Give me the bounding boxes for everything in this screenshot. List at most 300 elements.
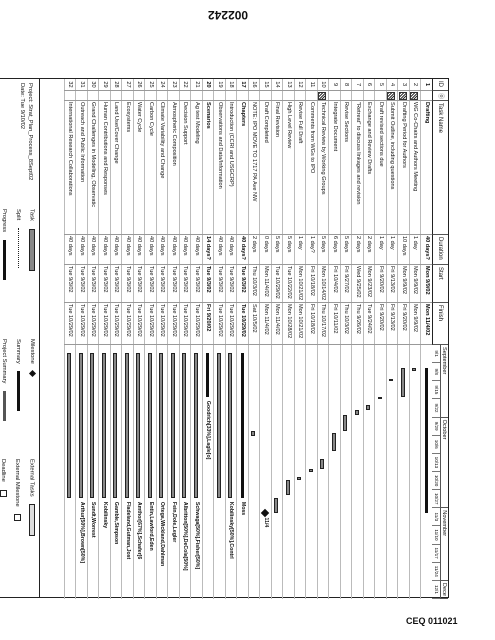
resource-label: Entin,Lawford,Eden [148, 501, 154, 551]
task-indicator [145, 91, 157, 101]
legend-progress-swatch [3, 240, 6, 280]
task-id: 18 [225, 79, 237, 91]
task-duration: 40 days? [237, 235, 249, 265]
task-name: Revise Full Draft [294, 101, 306, 235]
col-header-indicator: ⓪ [432, 91, 448, 101]
task-bar[interactable] [321, 459, 325, 469]
note-indicator-icon [399, 92, 407, 100]
task-name: Grand Challenges in Modeling, Observatic [87, 101, 99, 235]
task-id: 22 [179, 79, 191, 91]
resource-label: Arthur[50%],Brown[50%] [79, 501, 85, 564]
task-finish: Tue 10/29/02 [76, 303, 88, 345]
task-start: Tue 9/3/02 [168, 265, 180, 303]
task-indicator [248, 91, 260, 101]
task-bar[interactable] [102, 353, 106, 498]
task-finish: Fri 9/20/02 [398, 303, 410, 345]
task-start: Tue 10/29/02 [271, 265, 283, 303]
task-name: Draft revised sections due [375, 101, 387, 235]
task-finish: Mon 11/4/02 [260, 303, 272, 345]
note-indicator-icon [388, 92, 396, 100]
task-start: Fri 9/20/02 [375, 265, 387, 303]
task-id: 21 [191, 79, 203, 91]
task-bar[interactable] [125, 353, 129, 498]
task-bar[interactable] [413, 368, 417, 371]
task-name: "Retreat" to discuss linkages and revision [352, 101, 364, 235]
bates-stamp-top: 002242 [208, 8, 249, 22]
task-duration: 40 days [76, 235, 88, 265]
task-finish: Tue 10/29/02 [225, 303, 237, 345]
task-id: 3 [398, 79, 410, 91]
task-id: 32 [64, 79, 76, 91]
task-finish: Tue 10/29/02 [133, 303, 145, 345]
task-finish: Mon 10/28/02 [283, 303, 295, 345]
task-indicator [214, 91, 226, 101]
legend-progress [1, 209, 7, 280]
task-start: Mon 9/9/02 [409, 265, 421, 303]
task-start: Mon 11/4/02 [260, 265, 272, 303]
task-id: 17 [237, 79, 249, 91]
task-finish: Tue 10/29/02 [99, 303, 111, 345]
resource-label: Sundt,Worrest [90, 501, 97, 538]
task-indicator [352, 91, 364, 101]
task-name: International Research Collaborations [64, 101, 76, 235]
task-bar[interactable] [355, 410, 359, 415]
legend-deadline [0, 459, 7, 497]
legend-summary-swatch [17, 371, 20, 411]
task-id: 7 [352, 79, 364, 91]
task-finish: Tue 10/29/02 [122, 303, 134, 345]
task-duration: 40 days [156, 235, 168, 265]
task-bar[interactable] [252, 431, 256, 436]
task-start: Fri 10/4/02 [329, 265, 341, 303]
task-finish: Mon 11/4/02 [271, 303, 283, 345]
task-name: Revise Sections [340, 101, 352, 235]
resource-label: Kobilinsky [102, 501, 108, 529]
task-id: 6 [363, 79, 375, 91]
task-start: Fri 9/13/02 [386, 265, 398, 303]
task-indicator [271, 91, 283, 101]
task-indicator [283, 91, 295, 101]
task-name: Decision Support [179, 101, 191, 235]
legend-project-summary-swatch [3, 391, 6, 421]
task-bar[interactable] [298, 477, 302, 480]
task-indicator [168, 91, 180, 101]
legend-milestone [29, 339, 35, 376]
task-finish: Fri 9/13/02 [386, 303, 398, 345]
resource-label: Goodrich[33%],Lagle[o] [205, 400, 212, 460]
task-indicator [156, 91, 168, 101]
task-bar[interactable] [401, 368, 405, 397]
gantt-sheet [0, 78, 449, 598]
task-start: Tue 9/3/02 [156, 265, 168, 303]
task-finish: Tue 10/29/02 [87, 303, 99, 345]
task-finish: Tue 10/29/02 [64, 303, 76, 345]
week-header: 9/22 [432, 399, 440, 417]
task-name: Land Use/Cover Change [110, 101, 122, 235]
task-indicator [225, 91, 237, 101]
task-bar[interactable] [217, 353, 221, 498]
task-start: Tue 9/3/02 [179, 265, 191, 303]
task-start: Wed 9/25/02 [352, 265, 364, 303]
resource-label: Schwaga[50%],Fisher[50%] [194, 501, 200, 570]
week-header: 10/13 [432, 454, 440, 472]
task-start: Tue 9/3/02 [145, 265, 157, 303]
task-id: 13 [283, 79, 295, 91]
gantt-chart-area [38, 345, 432, 599]
task-name: Introduction (CCRI and USGCRP) [225, 101, 237, 235]
task-id: 14 [271, 79, 283, 91]
task-name: Final Revision [271, 101, 283, 235]
task-finish: Fri 10/11/02 [329, 303, 341, 345]
deadline-arrow-icon [0, 490, 7, 497]
task-bar[interactable] [183, 353, 187, 498]
legend-external-tasks-label: External Tasks [28, 459, 35, 497]
task-duration: 40 days [122, 235, 134, 265]
task-bar[interactable] [114, 353, 118, 498]
task-id: 2 [409, 79, 421, 91]
task-finish: Fri 9/20/02 [375, 303, 387, 345]
task-duration: 40 days [64, 235, 76, 265]
task-start: Tue 9/3/02 [202, 265, 214, 303]
task-start: Tue 9/3/02 [110, 265, 122, 303]
task-name: NOTE: IPO MOVE TO 1717 PA Ave NW [248, 101, 260, 235]
week-header: 10/27 [432, 490, 440, 508]
task-finish: Tue 10/29/02 [156, 303, 168, 345]
task-name: Technical Review by Working Groups [317, 101, 329, 235]
resource-label: Fladeland,Gutman,Jost [125, 501, 131, 560]
task-id: 24 [156, 79, 168, 91]
legend-external-tasks-swatch [29, 504, 35, 536]
week-header: 10/20 [432, 472, 440, 490]
task-id: 15 [260, 79, 272, 91]
task-bar[interactable] [137, 353, 141, 498]
task-finish: Thu 10/3/02 [340, 303, 352, 345]
task-bar[interactable] [194, 353, 198, 498]
task-indicator [133, 91, 145, 101]
task-duration: 0 days [260, 235, 272, 265]
task-start: Thu 10/3/02 [248, 265, 260, 303]
task-name: Water Cycle [133, 101, 145, 235]
task-bar[interactable] [171, 353, 175, 498]
task-id: 31 [76, 79, 88, 91]
milestone-diamond-icon [29, 370, 36, 377]
week-header: 12/1 [432, 581, 440, 599]
task-start: Tue 9/3/02 [99, 265, 111, 303]
legend-external-milestone [14, 459, 21, 521]
task-name: Climate Variability and Change [156, 101, 168, 235]
resource-label: 11/4 [263, 517, 269, 528]
task-start: Tue 9/3/02 [76, 265, 88, 303]
project-label: Project: Strat_Plan_Process_8Sept02 [27, 83, 33, 181]
task-indicator [76, 91, 88, 101]
task-bar[interactable] [378, 397, 382, 400]
task-bar[interactable] [286, 480, 290, 496]
resource-label: Fein,Dole,Legler [171, 501, 177, 543]
task-name: Drafting [421, 101, 433, 235]
task-finish: Thu 10/17/02 [317, 303, 329, 345]
task-indicator [386, 91, 398, 101]
legend-external-milestone-label: External Milestone [13, 459, 20, 507]
task-name: Chapters [237, 101, 249, 235]
month-header: October [440, 418, 448, 509]
note-indicator-icon [411, 92, 419, 100]
task-start: Mon 9/9/02 [421, 265, 433, 303]
task-id: 1 [421, 79, 433, 91]
task-duration: 6 days [329, 235, 341, 265]
task-duration: 5 days [340, 235, 352, 265]
task-id: 27 [122, 79, 134, 91]
task-finish: Tue 10/29/02 [191, 303, 203, 345]
external-milestone-icon [14, 514, 21, 521]
date-label: Date: Tue 9/10/02 [19, 83, 25, 130]
week-header: 11/17 [432, 545, 440, 563]
task-duration: 40 days [110, 235, 122, 265]
week-header: 9/8 [432, 363, 440, 381]
month-header: September [440, 345, 448, 418]
task-id: 5 [375, 79, 387, 91]
summary-bar[interactable] [425, 368, 428, 513]
legend-project-summary-label: Project Summary [1, 339, 7, 384]
task-start: Mon 9/23/02 [363, 265, 375, 303]
task-indicator [64, 91, 76, 101]
legend-split-label: Split [15, 209, 21, 221]
timescale-header [432, 345, 448, 599]
task-name: Human Contributions and Responses [99, 101, 111, 235]
task-finish: Mon 10/21/02 [294, 303, 306, 345]
task-duration: 1 day [375, 235, 387, 265]
task-bar[interactable] [344, 415, 348, 431]
task-name: High Level Review [283, 101, 295, 235]
task-duration: 40 days [99, 235, 111, 265]
legend-box [0, 78, 39, 598]
week-header: 9/1 [432, 345, 440, 363]
task-start: Mon 9/9/02 [398, 265, 410, 303]
task-finish: Mon 9/9/02 [409, 303, 421, 345]
task-finish: Fri 9/20/02 [202, 303, 214, 345]
task-indicator [191, 91, 203, 101]
task-id: 19 [214, 79, 226, 91]
task-indicator [317, 91, 329, 101]
task-id: 8 [340, 79, 352, 91]
summary-bar[interactable] [207, 353, 210, 397]
col-header-finish: Finish [432, 303, 448, 345]
task-name: Outreach and Public Information [76, 101, 88, 235]
task-duration: 1 day? [306, 235, 318, 265]
task-duration: 40 days [214, 235, 226, 265]
legend-split [15, 209, 21, 268]
resource-label: Kobilinsky[50%],Contrl [228, 501, 235, 559]
task-name: Scenarios [202, 101, 214, 235]
month-header: Dece [440, 581, 448, 599]
task-duration: 2 days [363, 235, 375, 265]
task-finish: Tue 10/29/02 [145, 303, 157, 345]
task-duration: 40 days [225, 235, 237, 265]
task-finish: Tue 9/24/02 [363, 303, 375, 345]
task-duration: 10 days [398, 235, 410, 265]
task-indicator [363, 91, 375, 101]
task-indicator [375, 91, 387, 101]
task-duration: 40 days [179, 235, 191, 265]
task-duration: 2 days [352, 235, 364, 265]
month-header: November [440, 508, 448, 581]
task-id: 23 [168, 79, 180, 91]
task-duration: 40 days [168, 235, 180, 265]
resource-label: Ortega,Wickland,Dahlman [159, 501, 166, 567]
task-id: 20 [202, 79, 214, 91]
task-indicator [237, 91, 249, 101]
task-indicator [260, 91, 272, 101]
task-bar[interactable] [275, 498, 279, 514]
task-id: 25 [145, 79, 157, 91]
legend-progress-label: Progress [1, 209, 7, 233]
summary-bar[interactable] [241, 353, 244, 498]
resource-label: Moss [240, 501, 246, 516]
legend-summary [15, 339, 21, 411]
task-bar[interactable] [91, 353, 95, 498]
task-finish: Fri 10/18/02 [306, 303, 318, 345]
task-start: Tue 9/3/02 [133, 265, 145, 303]
task-start: Tue 9/3/02 [87, 265, 99, 303]
task-id: 11 [306, 79, 318, 91]
milestone-marker [261, 509, 269, 517]
col-header-start: Start [432, 265, 448, 303]
task-finish: Sat 10/5/02 [248, 303, 260, 345]
task-bar[interactable] [68, 353, 72, 498]
week-header: 9/15 [432, 381, 440, 399]
week-header: 10/6 [432, 436, 440, 454]
task-indicator [340, 91, 352, 101]
task-start: Tue 9/3/02 [64, 265, 76, 303]
legend-task-label: Task [28, 209, 35, 221]
task-duration: 5 days [317, 235, 329, 265]
task-name: WG Co-Chairs and Authors Meeting [409, 101, 421, 235]
task-duration: 5 days [283, 235, 295, 265]
task-indicator [99, 91, 111, 101]
week-header: 11/24 [432, 563, 440, 581]
week-header: 11/10 [432, 526, 440, 544]
task-start: Tue 9/3/02 [225, 265, 237, 303]
task-indicator [122, 91, 134, 101]
task-finish: Tue 10/29/02 [110, 303, 122, 345]
task-indicator [398, 91, 410, 101]
legend-summary-label: Summary [15, 339, 21, 364]
task-name: Ag test Modeling [191, 101, 203, 235]
task-id: 29 [99, 79, 111, 91]
week-header: 9/29 [432, 418, 440, 436]
task-name: Ecosystems [122, 101, 134, 235]
task-indicator [294, 91, 306, 101]
task-duration: 1 day [386, 235, 398, 265]
task-id: 28 [110, 79, 122, 91]
task-name: Drafting Period for Authors [398, 101, 410, 235]
col-header-task-name: Task Name [432, 101, 448, 235]
task-start: Mon 10/21/02 [294, 265, 306, 303]
task-indicator [202, 91, 214, 101]
task-name: Integrate Document [329, 101, 341, 235]
task-finish: Tue 10/29/02 [168, 303, 180, 345]
task-bar[interactable] [229, 353, 233, 498]
note-indicator-icon [319, 92, 327, 100]
task-id: 9 [329, 79, 341, 91]
task-start: Fri 9/27/02 [340, 265, 352, 303]
task-indicator [421, 91, 433, 101]
task-duration: 40 days [87, 235, 99, 265]
task-duration: 5 days [271, 235, 283, 265]
task-id: 26 [133, 79, 145, 91]
task-indicator [306, 91, 318, 101]
task-finish: Tue 10/29/02 [214, 303, 226, 345]
task-id: 30 [87, 79, 99, 91]
task-id: 4 [386, 79, 398, 91]
task-finish: Tue 10/29/02 [179, 303, 191, 345]
task-name: Carbon Cycle [145, 101, 157, 235]
task-start: Tue 9/3/02 [122, 265, 134, 303]
task-bar[interactable] [309, 469, 313, 472]
task-name: Draft Completed [260, 101, 272, 235]
task-bar[interactable] [148, 353, 152, 498]
task-name: Comments from WGs to IPO [306, 101, 318, 235]
task-start: Tue 9/3/02 [214, 265, 226, 303]
bates-stamp-bottom: CEQ 011021 [406, 616, 458, 626]
task-start: Tue 10/22/02 [283, 265, 295, 303]
legend-task [28, 209, 35, 271]
task-duration: 40 days [191, 235, 203, 265]
gantt-table [39, 78, 449, 598]
task-duration: 2 days [248, 235, 260, 265]
task-start: Tue 9/3/02 [191, 265, 203, 303]
task-duration: 14 days? [202, 235, 214, 265]
task-bar[interactable] [79, 353, 83, 498]
task-id: 16 [248, 79, 260, 91]
legend-task-swatch [29, 229, 35, 271]
task-name: Submit Outline, including questions [386, 101, 398, 235]
task-id: 12 [294, 79, 306, 91]
legend-external-tasks [28, 459, 35, 536]
task-bar[interactable] [332, 433, 336, 451]
task-indicator [87, 91, 99, 101]
task-start: Fri 10/18/02 [306, 265, 318, 303]
task-indicator [409, 91, 421, 101]
task-bar[interactable] [390, 379, 394, 382]
task-name: Exchange and Review Drafts [363, 101, 375, 235]
task-bar[interactable] [367, 405, 371, 410]
task-duration: 40 days? [421, 235, 433, 265]
task-duration: 1 day [294, 235, 306, 265]
task-duration: 1 day [409, 235, 421, 265]
task-duration: 40 days [145, 235, 157, 265]
task-id: 10 [317, 79, 329, 91]
week-header: 11/3 [432, 508, 440, 526]
legend-milestone-label: Milestone [28, 339, 35, 364]
col-header-duration: Duration [432, 235, 448, 265]
col-header-id: ID [432, 79, 448, 91]
task-start: Mon 10/14/02 [317, 265, 329, 303]
task-indicator [110, 91, 122, 101]
task-indicator [179, 91, 191, 101]
task-finish: Mon 11/4/02 [421, 303, 433, 345]
task-start: Tue 9/3/02 [237, 265, 249, 303]
task-duration: 40 days [133, 235, 145, 265]
task-finish: Thu 9/26/02 [352, 303, 364, 345]
legend-split-swatch [18, 228, 19, 268]
task-indicator [329, 91, 341, 101]
resource-label: Amthor[67%],Schafer[6 [136, 501, 143, 560]
task-bar[interactable] [160, 353, 164, 498]
resource-label: Gamble,Simpson [113, 501, 120, 545]
resource-label: Albritton[50%],DeCola[50%] [182, 501, 189, 571]
legend-deadline-label: Deadline [0, 459, 6, 482]
task-name: Observations and Data/Information [214, 101, 226, 235]
